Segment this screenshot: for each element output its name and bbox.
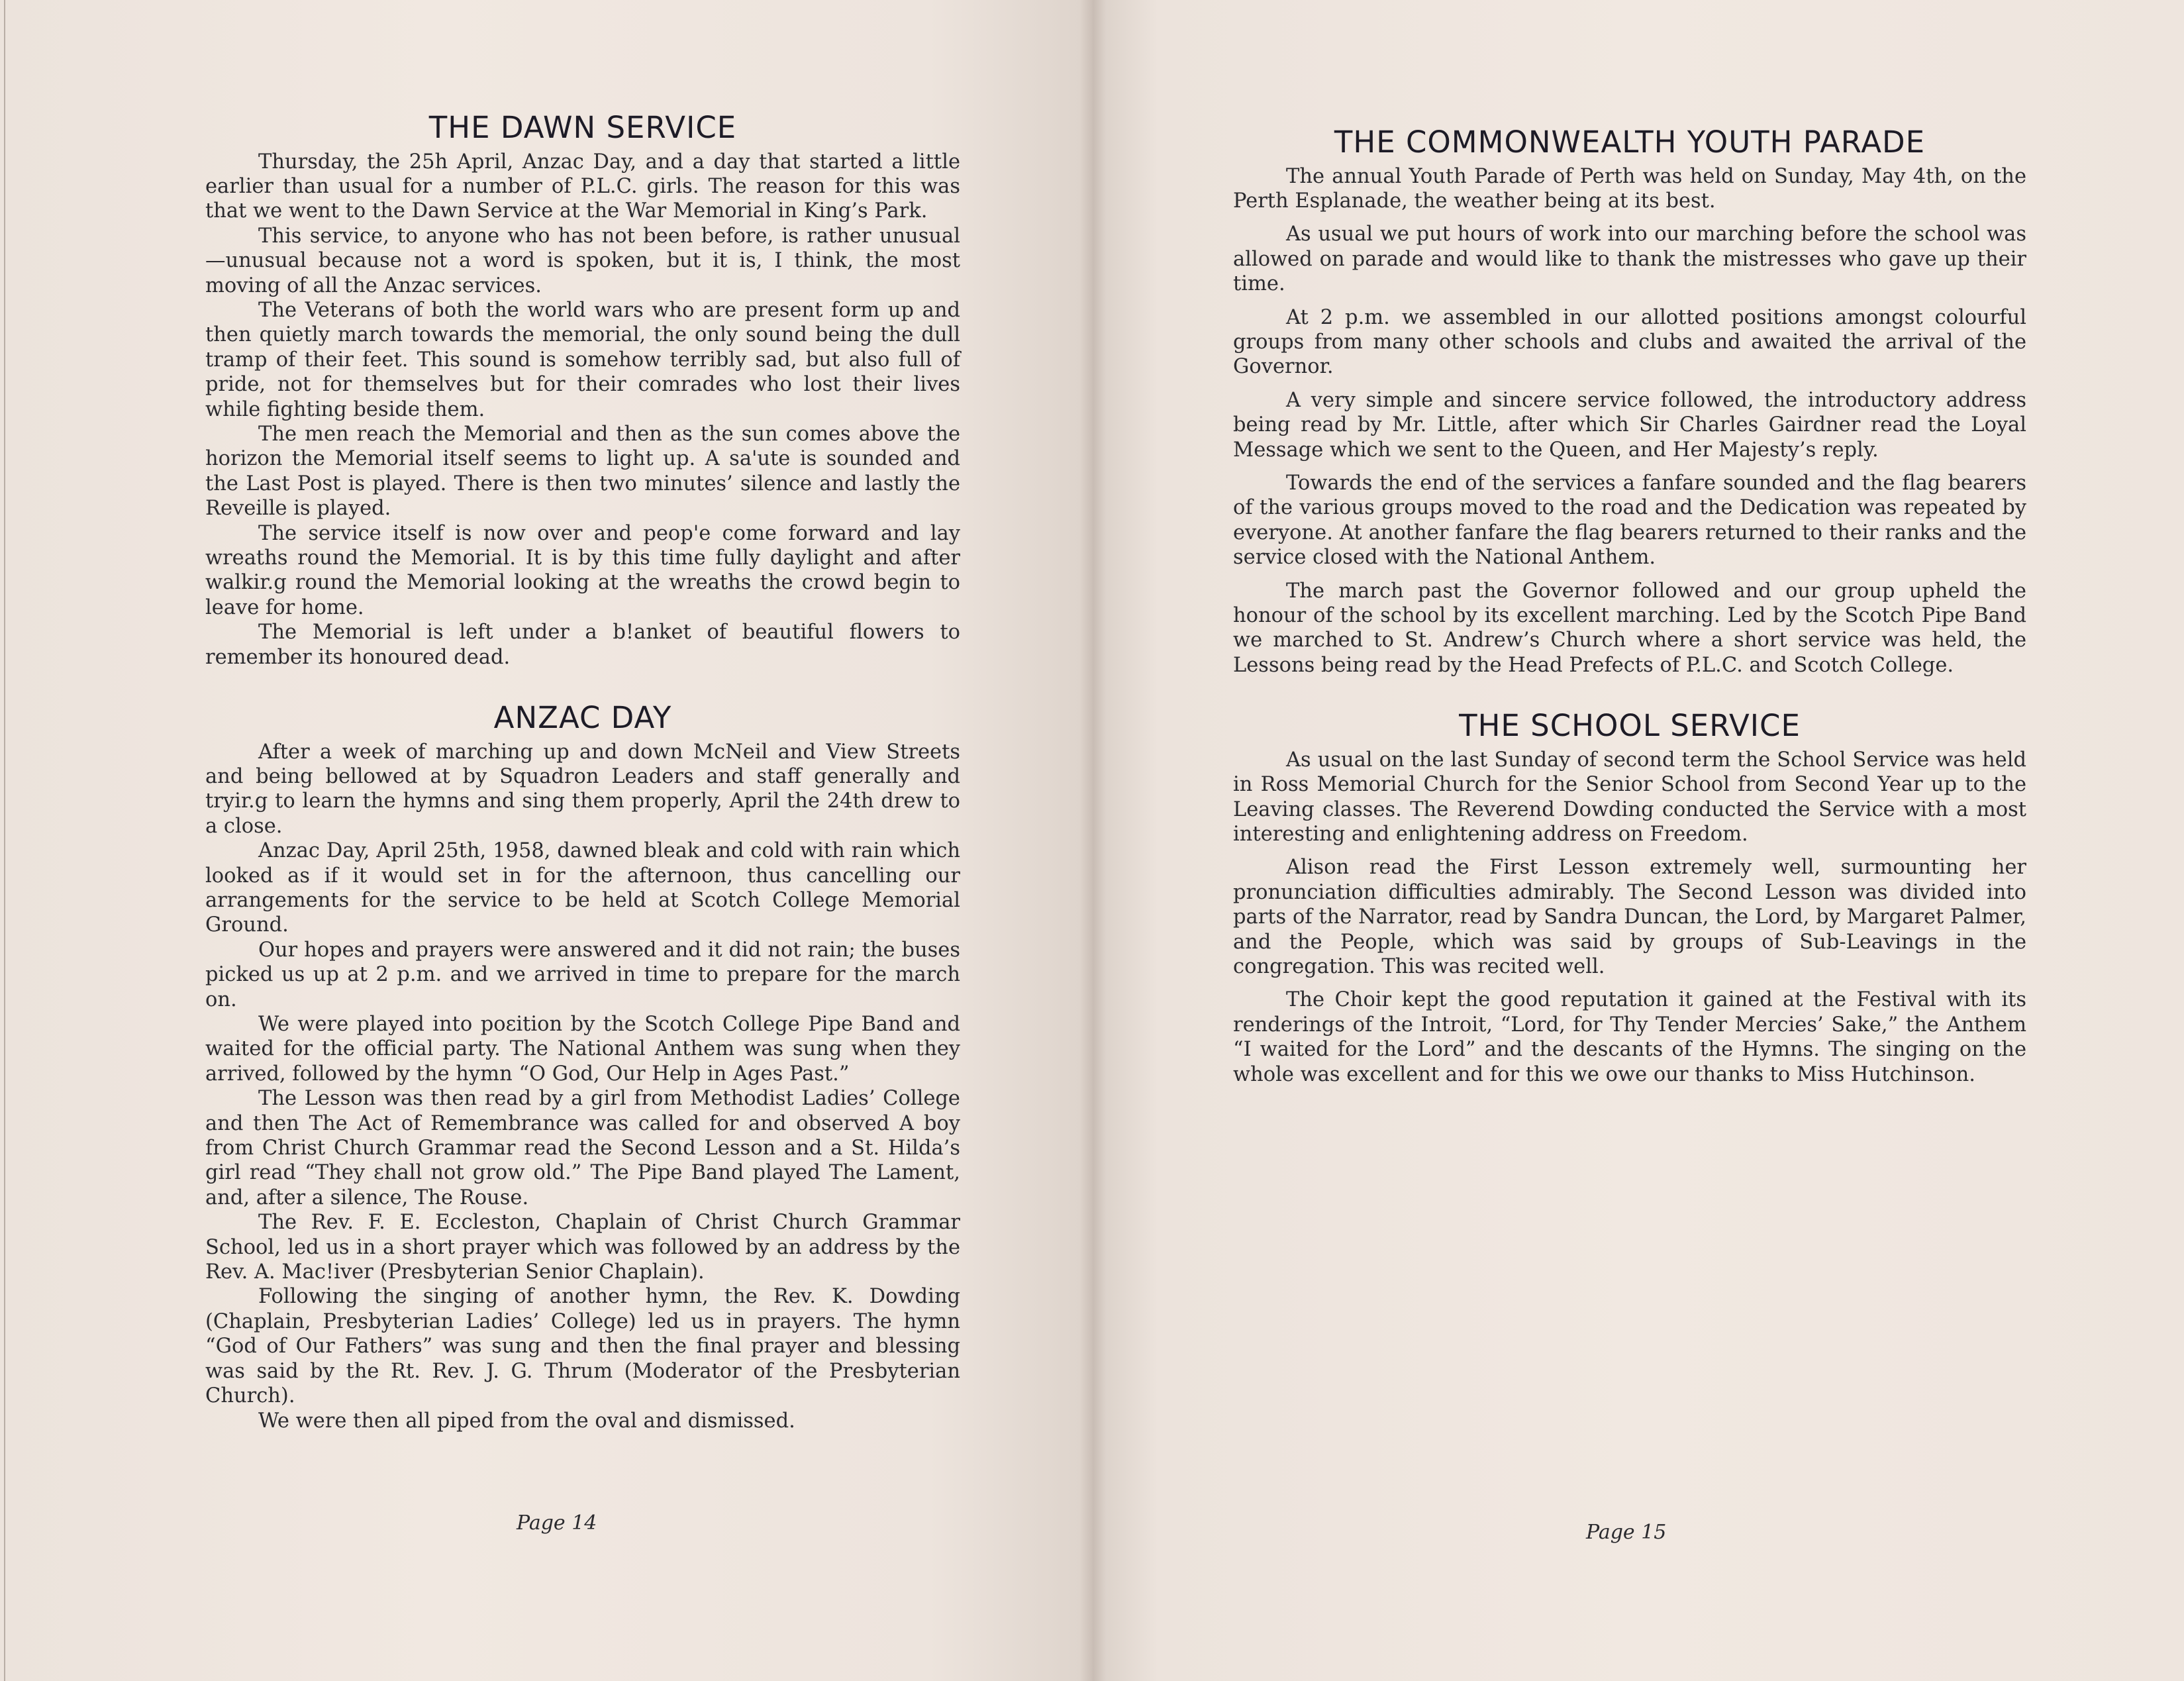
youth-parade-paragraph: A very simple and sincere service followed, the introductory address being read by Mr. Little, after which Sir Charles Gairdner read the Loyal Message which we sent to the Queen, and Her Majesty’s reply. [1233, 388, 2026, 462]
anzac-day-heading: ANZAC DAY [493, 700, 672, 736]
anzac-day-paragraph: The Lesson was then read by a girl from Methodist Ladies’ College and then The Act of Remembrance was called for and observed A boy from Christ Church Grammar read the Second Lesson and a St. Hilda’s girl read “They εhall not grow old.” The Pipe Band played The Lament, and, after a silence, The Rouse. [205, 1087, 960, 1209]
page-number-right: Page 15 [1586, 1521, 1667, 1544]
book-gutter [1079, 0, 1106, 1681]
anzac-day-paragraph: Following the singing of another hymn, the Rev. K. Dowding (Chaplain, Presbyterian Ladies’ College) led us in prayers. The hymn “God of Our Fathers” was sung and then the final prayer and blessing was said by the Rt. Rev. J. G. Thrum (Moderator of the Presbyterian Church). [205, 1285, 960, 1408]
dawn-service-paragraph: The Veterans of both the world wars who are present form up and then quietly march towards the memorial, the only sound being the dull tramp of their feet. This sound is somehow terribly sad, but also full of pride, not for themselves but for their comrades who lost their lives while fighting beside them. [205, 298, 960, 421]
dawn-service-paragraph: This service, to anyone who has not been before, is rather unusual—unusual because not a word is spoken, but it is, I think, the most moving of all the Anzac services. [205, 224, 960, 297]
youth-parade-paragraph: Towards the end of the services a fanfare sounded and the flag bearers of the various groups moved to the road and the Dedication was repeated by everyone. At another fanfare the flag bearers returned to their ranks and the service closed with the National Anthem. [1233, 471, 2026, 570]
dawn-service-paragraph: The service itself is now over and peop'e come forward and lay wreaths round the Memorial. It is by this time fully daylight and after walkir.g round the Memorial looking at the wreaths the crowd begin to leave for home. [205, 521, 960, 619]
school-service-heading: THE SCHOOL SERVICE [1459, 708, 1801, 744]
anzac-day-paragraph: Anzac Day, April 25th, 1958, dawned bleak and cold with rain which looked as if it would set in for the afternoon, thus cancelling our arrangements for the service to be held at Scotch College Memorial Ground. [205, 839, 960, 937]
youth-parade-paragraph: The annual Youth Parade of Perth was held on Sunday, May 4th, on the Perth Esplanade, the weather being at its best. [1233, 164, 2026, 213]
anzac-day-paragraph: We were played into poεition by the Scotch College Pipe Band and waited for the official party. The National Anthem was sung when they arrived, followed by the hymn “O God, Our Help in Ages Past.” [205, 1013, 960, 1086]
youth-parade-paragraph: At 2 p.m. we assembled in our allotted positions amongst colourful groups from many other schools and clubs and awaited the arrival of the Governor. [1233, 305, 2026, 379]
page-number-left: Page 14 [517, 1511, 597, 1535]
youth-parade-heading: THE COMMONWEALTH YOUTH PARADE [1334, 125, 1926, 160]
youth-parade-paragraph: The march past the Governor followed and our group upheld the honour of the school by its excellent marching. Led by the Scotch Pipe Band we marched to St. Andrew’s Church where a short service was held, the Lessons being read by the Head Prefects of P.L.C. and Scotch College. [1233, 579, 2026, 677]
page-edge [4, 0, 5, 1681]
anzac-day-paragraph: Our hopes and prayers were answered and it did not rain; the buses picked us up at 2 p.m. and we arrived in time to prepare for the march on. [205, 938, 960, 1011]
anzac-day-paragraph: After a week of marching up and down McNeil and View Streets and being bellowed at by Squadron Leaders and staff generally and tryir.g to learn the hymns and sing them properly, April the 24th drew to a close. [205, 740, 960, 838]
school-service-paragraph: The Choir kept the good reputation it gained at the Festival with its renderings of the Introit, “Lord, for Thy Tender Mercies’ Sake,” the Anthem “I waited for the Lord” and the descants of the Hymns. The singing on the whole was excellent and for this we owe our thanks to Miss Hutchinson. [1233, 988, 2026, 1086]
dawn-service-paragraph: The men reach the Memorial and then as the sun comes above the horizon the Memorial itself seems to light up. A sa'ute is sounded and the Last Post is played. There is then two minutes’ silence and lastly the Reveille is played. [205, 422, 960, 521]
anzac-day-paragraph: We were then all pi̇ped from the oval and dismissed. [258, 1409, 795, 1433]
right-column [1233, 126, 2026, 1087]
school-service-paragraph: As usual on the last Sunday of second term the School Service was held in Ross Memorial Church for the Senior School from Second Year up to the Leaving classes. The Reverend Dowding conducted the Service with a most interesting and enlightening address on Freedom. [1233, 748, 2026, 846]
dawn-service-paragraph: Thursday, the 25h April, Anzac Day, and a day that started a little earlier than usual for a number of P.L.C. girls. The reason for this was that we went to the Dawn Service at the War Memorial in King’s Park. [205, 150, 960, 223]
dawn-service-paragraph: The Memorial is left under a b!anket of beautiful flowers to remember its honoured dead. [205, 621, 960, 669]
school-service-paragraph: Alison read the First Lesson extremely well, surmounting her pronunciation difficulties admirably. The Second Lesson was divided into parts of the Narrator, read by Sandra Duncan, the Lord, by Margaret Palmer, and the People, which was said by groups of Sub-Leavings in the congregation. This was recited well. [1233, 856, 2026, 978]
anzac-day-paragraph: The Rev. F. E. Eccleston, Chaplain of Christ Church Grammar School, led us in a short prayer which was followed by an address by the Rev. A. Mac!iver (Presbyterian Senior Chaplain). [205, 1211, 960, 1284]
left-column [205, 111, 960, 1433]
dawn-service-heading: THE DAWN SERVICE [428, 110, 737, 145]
youth-parade-paragraph: As usual we put hours of work into our marching before the school was allowed on parade and would like to thank the mistresses who gave up their time. [1233, 223, 2026, 296]
